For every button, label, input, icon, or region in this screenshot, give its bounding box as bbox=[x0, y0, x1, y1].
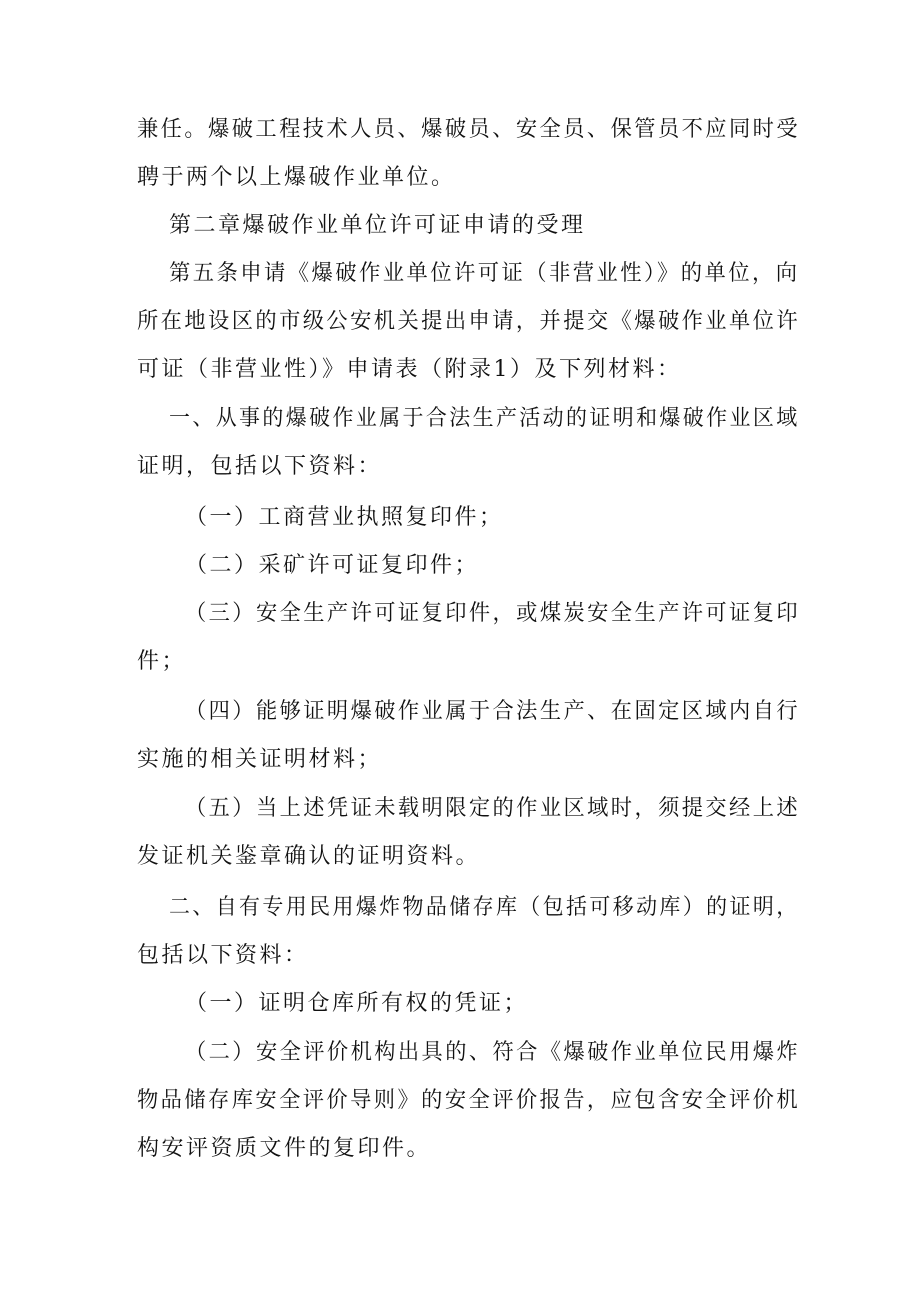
text-line: 二、自有专用民用爆炸物品储存库（包括可移动库）的证明， bbox=[169, 895, 800, 920]
list-item: （一）工商营业执照复印件； bbox=[185, 505, 504, 530]
list-item: （二）安全评价机构出具的、符合《爆破作业单位民用爆炸 bbox=[185, 1040, 801, 1065]
list-item: （五）当上述凭证未载明限定的作业区域时，须提交经上述 bbox=[185, 796, 801, 821]
text-line: 第五条申请《爆破作业单位许可证（非营业性）》的单位，向 bbox=[169, 261, 800, 286]
text-line: 一、从事的爆破作业属于合法生产活动的证明和爆破作业区域 bbox=[169, 406, 800, 431]
text-line: 聘于两个以上爆破作业单位。 bbox=[137, 165, 456, 190]
text-line: 包括以下资料： bbox=[137, 943, 309, 968]
text-line: 兼任。爆破工程技术人员、爆破员、安全员、保管员不应同时受 bbox=[137, 117, 801, 142]
text-line: 实施的相关证明材料； bbox=[137, 747, 383, 772]
text-line: 发证机关鉴章确认的证明资料。 bbox=[137, 844, 481, 869]
text-line: 物品储存库安全评价导则》的安全评价报告，应包含安全评价机 bbox=[137, 1088, 801, 1113]
text-line: 所在地设区的市级公安机关提出申请，并提交《爆破作业单位许 bbox=[137, 309, 801, 334]
list-item: （三）安全生产许可证复印件，或煤炭安全生产许可证复印 bbox=[185, 601, 801, 626]
text-line: 构安评资质文件的复印件。 bbox=[137, 1136, 432, 1161]
chapter-heading: 第二章爆破作业单位许可证申请的受理 bbox=[169, 213, 586, 238]
text-line: 可证（非营业性）》申请表（附录1）及下列材料： bbox=[137, 357, 682, 382]
text-line: 件； bbox=[137, 649, 187, 674]
text-line: 证明，包括以下资料： bbox=[137, 454, 383, 479]
list-item: （四）能够证明爆破作业属于合法生产、在固定区域内自行 bbox=[185, 699, 801, 724]
list-item: （一）证明仓库所有权的凭证； bbox=[185, 991, 529, 1016]
list-item: （二）采矿许可证复印件； bbox=[185, 553, 480, 578]
